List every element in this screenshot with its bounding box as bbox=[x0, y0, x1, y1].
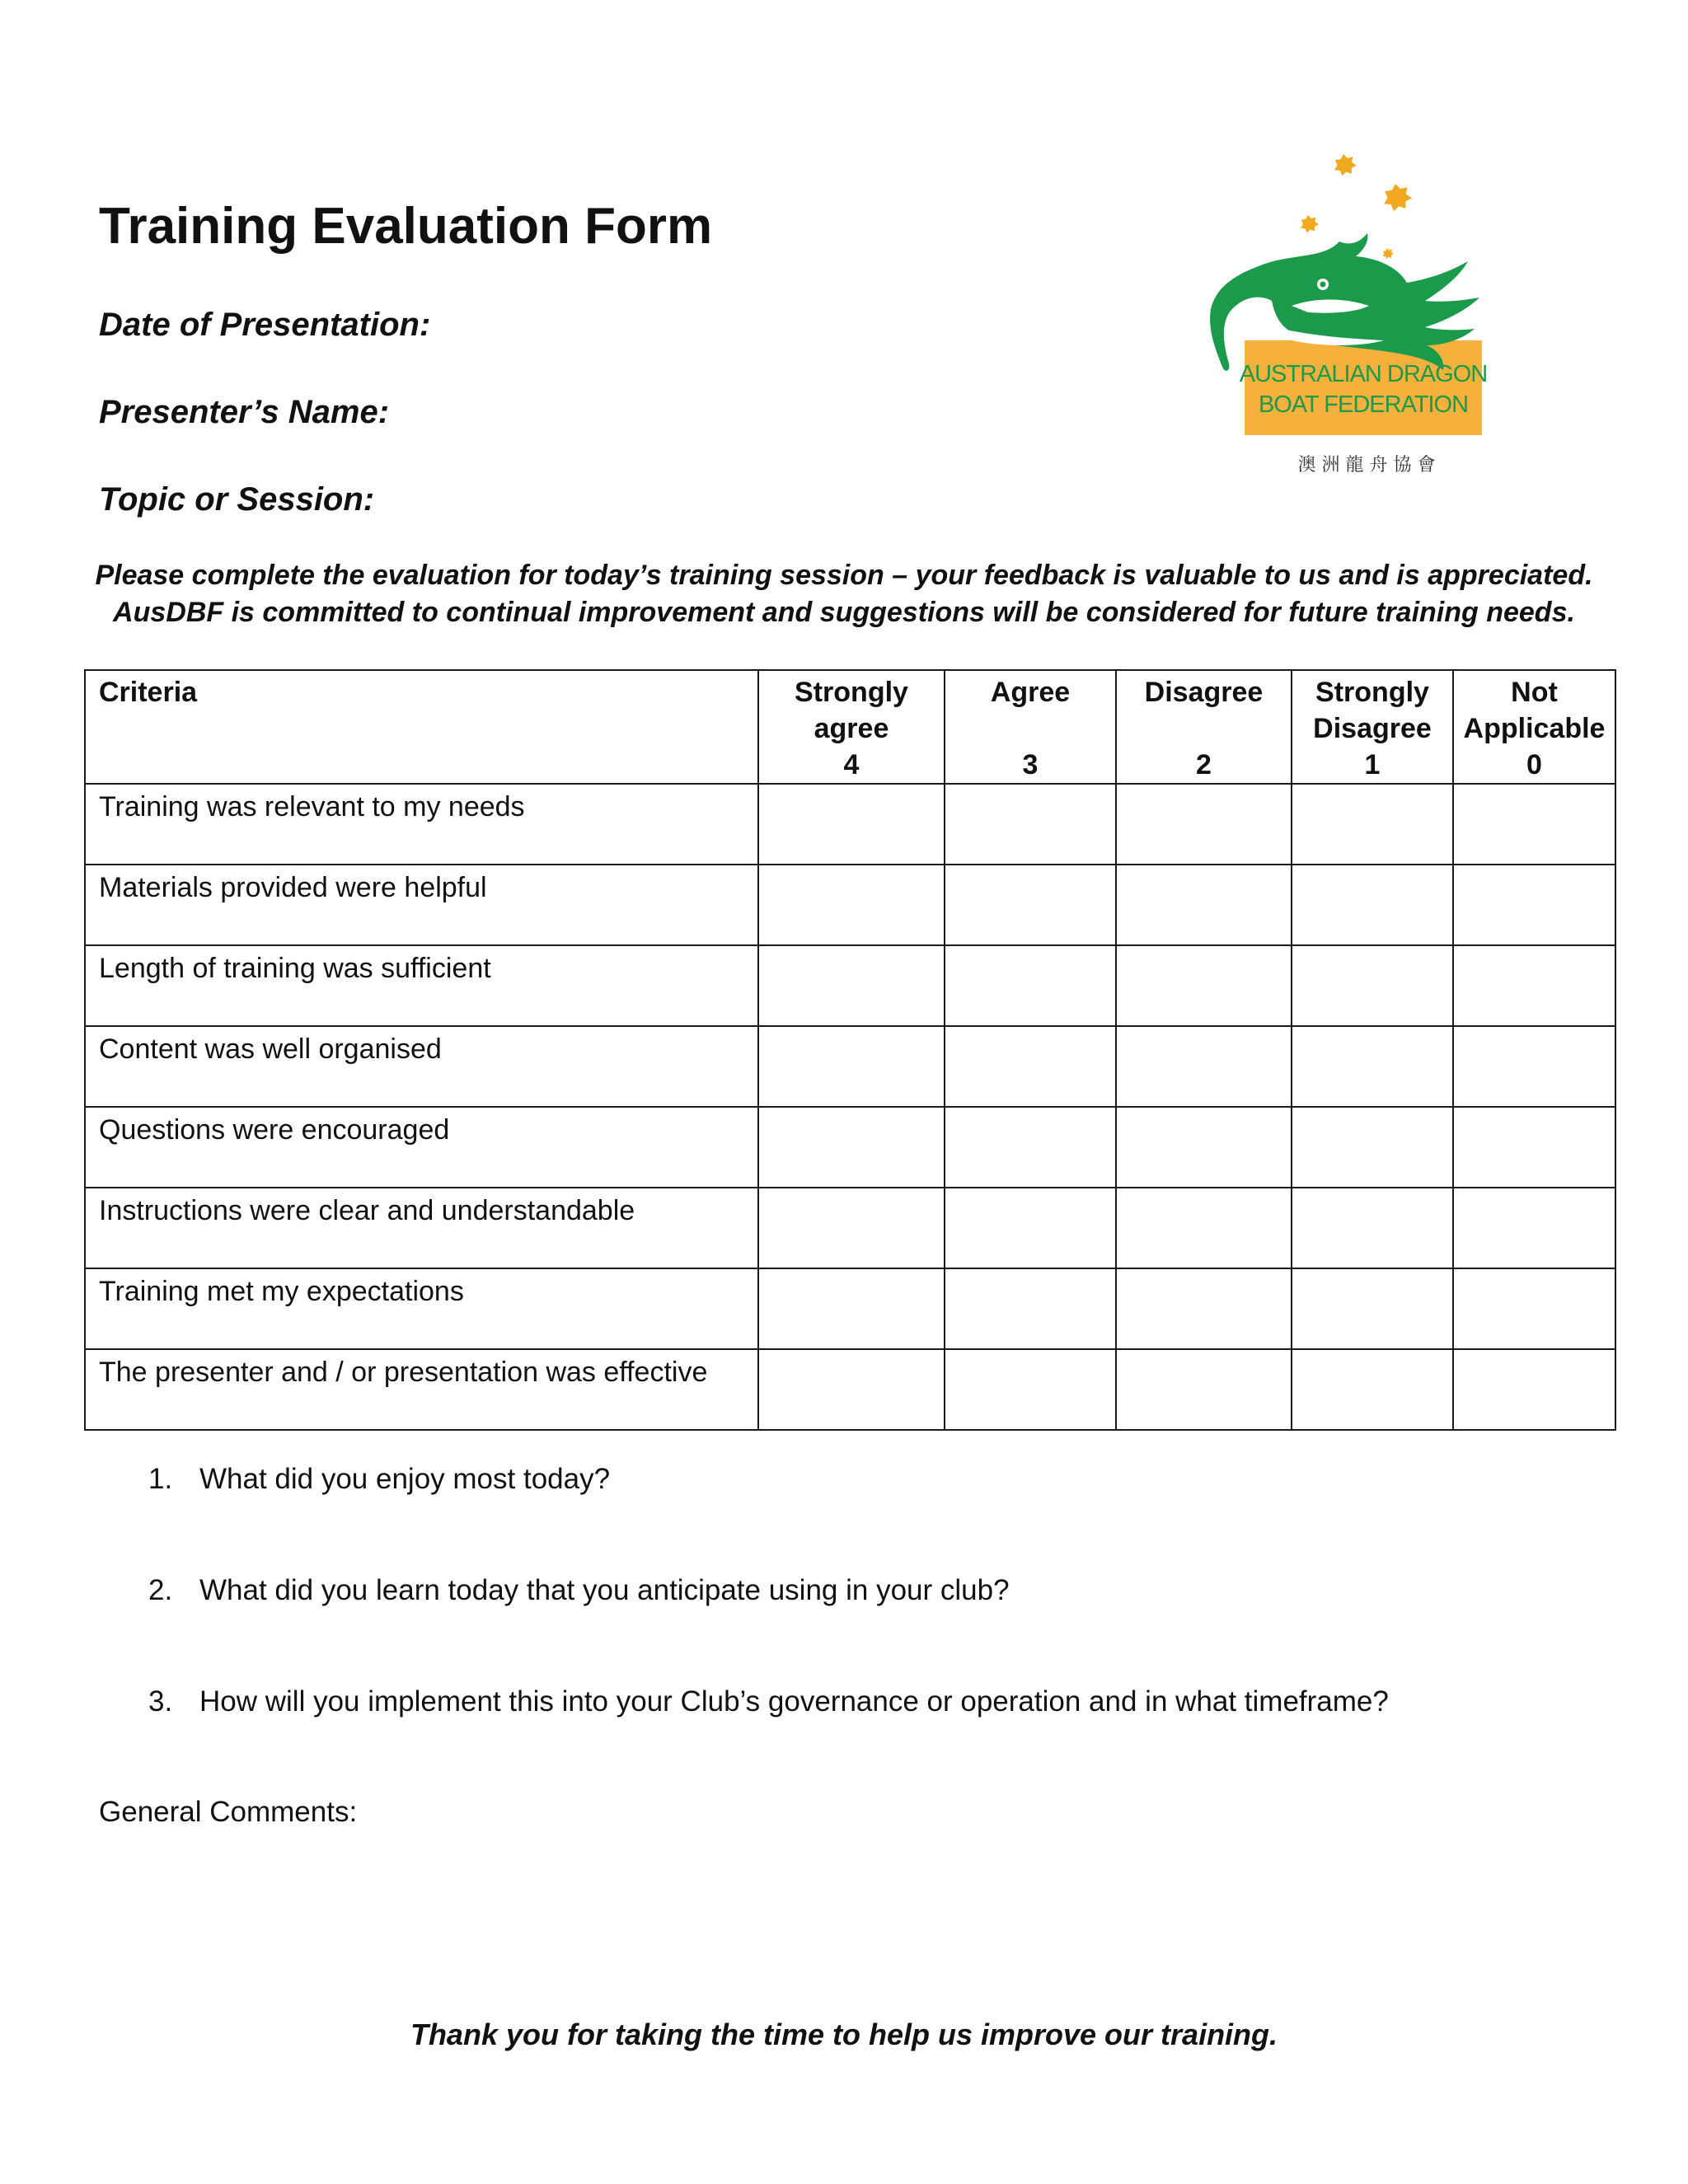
table-row bbox=[85, 1188, 1615, 1268]
page-title: Training Evaluation Form bbox=[99, 198, 713, 255]
criteria-cell: Training met my expectations bbox=[85, 1268, 758, 1349]
rating-cell-strongly-agree[interactable] bbox=[758, 1349, 945, 1430]
agree-column-header: Agree 3 bbox=[945, 670, 1116, 784]
rating-cell-agree[interactable] bbox=[945, 865, 1116, 945]
evaluation-table bbox=[84, 669, 1616, 1431]
rating-cell-strongly-disagree[interactable] bbox=[1292, 1107, 1453, 1188]
criteria-cell: Training was relevant to my needs bbox=[85, 784, 758, 865]
logo-text-line1: AUSTRALIAN DRAGON bbox=[1239, 361, 1488, 387]
question-text: What did you enjoy most today? bbox=[199, 1463, 611, 1495]
rating-cell-disagree[interactable] bbox=[1116, 865, 1292, 945]
rating-cell-strongly-agree[interactable] bbox=[758, 784, 945, 865]
question-3 bbox=[148, 1685, 1389, 1719]
rating-cell-not-applicable[interactable] bbox=[1453, 1188, 1615, 1268]
table-row bbox=[85, 945, 1615, 1026]
table-row bbox=[85, 1026, 1615, 1107]
rating-cell-strongly-disagree[interactable] bbox=[1292, 865, 1453, 945]
rating-cell-agree[interactable] bbox=[945, 945, 1116, 1026]
criteria-cell: Materials provided were helpful bbox=[85, 865, 758, 945]
question-text: What did you learn today that you anticipate using in your club? bbox=[199, 1574, 1010, 1606]
date-of-presentation-label: Date of Presentation: bbox=[99, 307, 431, 343]
rating-cell-strongly-disagree[interactable] bbox=[1292, 1188, 1453, 1268]
table-row bbox=[85, 1107, 1615, 1188]
question-2 bbox=[148, 1573, 1010, 1608]
logo-chinese-text: 澳 洲 龍 舟 協 會 bbox=[1297, 455, 1436, 476]
rating-cell-disagree[interactable] bbox=[1116, 784, 1292, 865]
rating-cell-strongly-disagree[interactable] bbox=[1292, 784, 1453, 865]
rating-cell-disagree[interactable] bbox=[1116, 1268, 1292, 1349]
presenter-name-label: Presenter’s Name: bbox=[99, 394, 390, 430]
rating-cell-not-applicable[interactable] bbox=[1453, 1026, 1615, 1107]
rating-cell-not-applicable[interactable] bbox=[1453, 1107, 1615, 1188]
rating-cell-strongly-agree[interactable] bbox=[758, 1268, 945, 1349]
strongly-agree-column-header: Strongly agree 4 bbox=[758, 670, 945, 784]
rating-cell-strongly-agree[interactable] bbox=[758, 865, 945, 945]
logo-orange-band bbox=[1245, 340, 1482, 435]
logo-text-line2: BOAT FEDERATION bbox=[1258, 391, 1469, 418]
not-applicable-column-header: Not Applicable 0 bbox=[1453, 670, 1615, 784]
question-number: 2. bbox=[148, 1574, 173, 1606]
star-icon bbox=[1334, 154, 1357, 176]
star-icon bbox=[1383, 248, 1394, 259]
intro-line-2: AusDBF is committed to continual improvement and suggestions will be considered for future training needs. bbox=[113, 597, 1575, 628]
question-text: How will you implement this into your Club’s governance or operation and in what timeframe? bbox=[199, 1685, 1389, 1718]
disagree-column-header: Disagree 2 bbox=[1116, 670, 1292, 784]
rating-cell-strongly-disagree[interactable] bbox=[1292, 1268, 1453, 1349]
rating-cell-strongly-agree[interactable] bbox=[758, 1188, 945, 1268]
rating-cell-not-applicable[interactable] bbox=[1453, 945, 1615, 1026]
rating-cell-disagree[interactable] bbox=[1116, 945, 1292, 1026]
intro-line-1: Please complete the evaluation for today’s training session – your feedback is valuable to us and is appreciated. bbox=[95, 560, 1593, 591]
rating-cell-strongly-agree[interactable] bbox=[758, 1107, 945, 1188]
rating-cell-not-applicable[interactable] bbox=[1453, 784, 1615, 865]
rating-cell-strongly-disagree[interactable] bbox=[1292, 945, 1453, 1026]
rating-cell-not-applicable[interactable] bbox=[1453, 1349, 1615, 1430]
rating-cell-agree[interactable] bbox=[945, 1188, 1116, 1268]
criteria-cell: Content was well organised bbox=[85, 1026, 758, 1107]
table-row bbox=[85, 1349, 1615, 1430]
rating-cell-strongly-disagree[interactable] bbox=[1292, 1026, 1453, 1107]
strongly-disagree-column-header: Strongly Disagree 1 bbox=[1292, 670, 1453, 784]
criteria-cell: The presenter and / or presentation was effective bbox=[85, 1349, 758, 1430]
rating-cell-strongly-agree[interactable] bbox=[758, 945, 945, 1026]
table-row bbox=[85, 865, 1615, 945]
rating-cell-strongly-disagree[interactable] bbox=[1292, 1349, 1453, 1430]
question-1 bbox=[148, 1462, 610, 1497]
question-number: 3. bbox=[148, 1685, 173, 1718]
question-number: 1. bbox=[148, 1463, 173, 1495]
criteria-cell: Questions were encouraged bbox=[85, 1107, 758, 1188]
criteria-cell: Length of training was sufficient bbox=[85, 945, 758, 1026]
star-icon bbox=[1301, 215, 1319, 232]
rating-cell-agree[interactable] bbox=[945, 1268, 1116, 1349]
rating-cell-not-applicable[interactable] bbox=[1453, 1268, 1615, 1349]
rating-cell-disagree[interactable] bbox=[1116, 1349, 1292, 1430]
rating-cell-strongly-agree[interactable] bbox=[758, 1026, 945, 1107]
table-row bbox=[85, 784, 1615, 865]
rating-cell-agree[interactable] bbox=[945, 784, 1116, 865]
general-comments-label: General Comments: bbox=[99, 1796, 358, 1828]
rating-cell-disagree[interactable] bbox=[1116, 1026, 1292, 1107]
thank-you-message: Thank you for taking the time to help us improve our training. bbox=[410, 2018, 1278, 2051]
rating-cell-agree[interactable] bbox=[945, 1349, 1116, 1430]
table-row bbox=[85, 1268, 1615, 1349]
rating-cell-disagree[interactable] bbox=[1116, 1188, 1292, 1268]
topic-label: Topic or Session: bbox=[99, 481, 375, 518]
rating-cell-agree[interactable] bbox=[945, 1026, 1116, 1107]
rating-cell-agree[interactable] bbox=[945, 1107, 1116, 1188]
table-header-row bbox=[85, 670, 1615, 784]
rating-cell-disagree[interactable] bbox=[1116, 1107, 1292, 1188]
star-icon bbox=[1384, 184, 1412, 211]
ausdbf-logo bbox=[1199, 144, 1508, 490]
rating-cell-not-applicable[interactable] bbox=[1453, 865, 1615, 945]
criteria-column-header: Criteria bbox=[85, 670, 758, 784]
criteria-cell: Instructions were clear and understandable bbox=[85, 1188, 758, 1268]
